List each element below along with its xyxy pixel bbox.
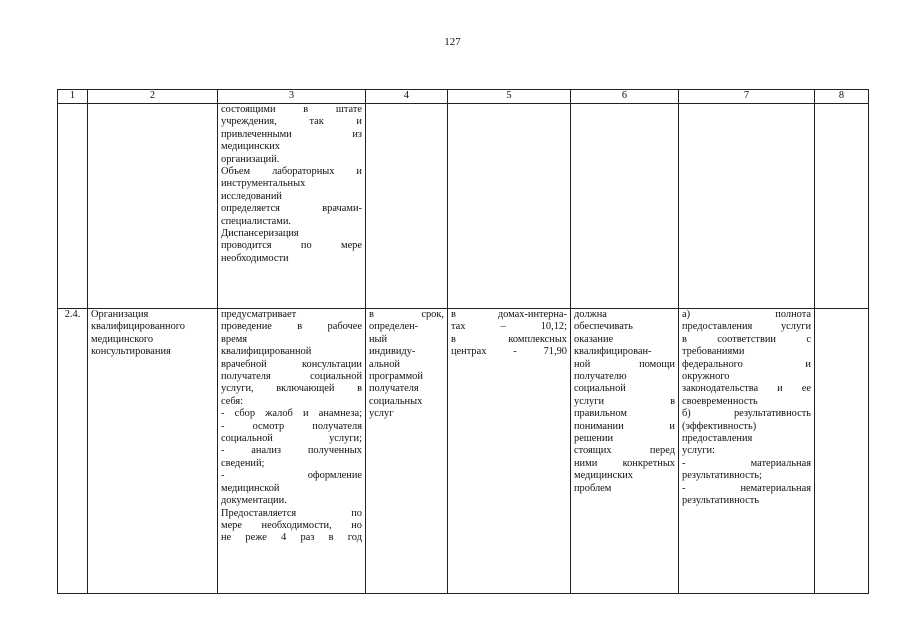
cell-line: состоящими в штате [221,104,362,115]
header-cell: 1 [58,90,88,104]
cell-line: должна [574,309,607,320]
cell-number [58,104,88,309]
cell-line: квалифицированного [91,321,185,333]
services-table [57,89,869,594]
cell-line: понимании и [574,420,675,432]
cell-number: 2.4. [58,309,88,594]
cell-line: б) результативность [682,408,811,420]
cell-line: федерального и [682,358,811,370]
cell-tariff [448,309,571,594]
cell-line: в домах-интерна- [451,309,567,320]
cell-line: получателя социальной [221,371,362,383]
cell-line: услуги: [682,445,715,457]
cell-name [88,104,218,309]
cell-line: услуги, включающей в [221,383,362,395]
cell-line: оказание [574,333,614,345]
cell-line: программой [369,371,423,383]
cell-line: услуги в [574,395,675,407]
cell-line: результативность; [682,470,762,482]
cell-line: проблем [574,482,612,494]
cell-line: документации. [221,495,287,507]
cell-line: медицинских [574,470,633,482]
cell-line: (эффективность) [682,420,757,432]
cell-line: в срок, [369,309,444,320]
cell-line: привлеченными из [221,128,362,140]
cell-line: ной помощи [574,358,675,370]
cell-quality [679,309,815,594]
cell-line: предусматривает [221,309,297,320]
cell-line: индивиду- [369,346,416,358]
cell-description [218,104,366,309]
cell-line: мере необходимости, но [221,519,362,531]
cell-line: социальной услуги; [221,433,362,445]
cell-term [366,309,448,594]
header-cell: 8 [815,90,869,104]
cell-line: - нематериальная [682,482,811,494]
cell-name [88,309,218,594]
cell-line: определяется врачами- [221,203,362,215]
cell-conditions [571,104,679,309]
cell-conditions [571,309,679,594]
cell-line: Объем лабораторных и [221,166,362,178]
cell-line: врачебной консультации [221,358,362,370]
cell-line: медицинских [221,141,280,153]
cell-line: исследований [221,190,282,202]
cell-line: в комплексных [451,333,567,345]
cell-line: стоящих перед [574,445,675,457]
cell-line: требованиями [682,346,745,358]
cell-line: учреждения, так и [221,116,362,128]
cell-line: решении [574,433,614,445]
cell-line: консультирования [91,346,171,358]
cell-line: центрах - 71,90 [451,346,567,358]
cell-line: определен- [369,321,419,333]
header-cell: 2 [88,90,218,104]
cell-line: организаций. [221,153,280,165]
cell-line: - оформление [221,470,362,482]
cell-line: обеспечивать [574,321,633,333]
cell-line: проводится по мере [221,240,362,252]
cell-line: инструментальных [221,178,306,190]
cell-line: Диспансеризация [221,228,299,240]
cell-line: в соответствии с [682,333,811,345]
cell-line: специалистами. [221,215,291,227]
cell-line: альной [369,358,400,370]
cell-line: ними конкретных [574,457,675,469]
cell-line: - осмотр получателя [221,420,362,432]
table-header-row [58,90,869,104]
cell-line: социальных [369,395,423,407]
cell-description [218,309,366,594]
cell-line: Предоставляется по [221,507,362,519]
page-number: 127 [444,36,461,48]
header-cell: 5 [448,90,571,104]
cell-term [366,104,448,309]
cell-line: ный [369,333,388,345]
cell-line: - сбор жалоб и анамнеза; [221,408,362,420]
cell-line: а) полнота [682,309,811,320]
cell-line: себя: [221,395,244,407]
cell-line: своевременность [682,395,758,407]
cell-line: сведений; [221,457,265,469]
cell-line: результативность [682,495,760,507]
cell-line: медицинского [91,333,154,345]
cell-line: проведение в рабочее [221,321,362,333]
cell-notes [815,309,869,594]
cell-line: квалифицированной [221,346,312,358]
cell-line: тах – 10,12; [451,321,567,333]
cell-line: законодательства и ее [682,383,811,395]
cell-line: окружного [682,371,730,383]
cell-line: услуг [369,408,394,420]
header-cell: 6 [571,90,679,104]
header-cell: 3 [218,90,366,104]
table-row [58,104,869,309]
cell-line: получателя [369,383,419,395]
header-cell: 7 [679,90,815,104]
cell-line: получателю [574,371,627,383]
cell-notes [815,104,869,309]
cell-line: не реже 4 раз в год [221,532,362,544]
header-cell: 4 [366,90,448,104]
cell-line: правильном [574,408,627,420]
cell-quality [679,104,815,309]
cell-tariff [448,104,571,309]
cell-line: медицинской [221,482,280,494]
cell-line: - материальная [682,457,811,469]
cell-line: социальной [574,383,626,395]
cell-line: Организация [91,309,149,320]
cell-line: необходимости [221,252,289,264]
cell-line: предоставления [682,433,753,445]
cell-line: квалифицирован- [574,346,652,358]
cell-line: предоставления услуги [682,321,811,333]
table-row [58,309,869,594]
cell-line: время [221,333,248,345]
cell-line: - анализ полученных [221,445,362,457]
